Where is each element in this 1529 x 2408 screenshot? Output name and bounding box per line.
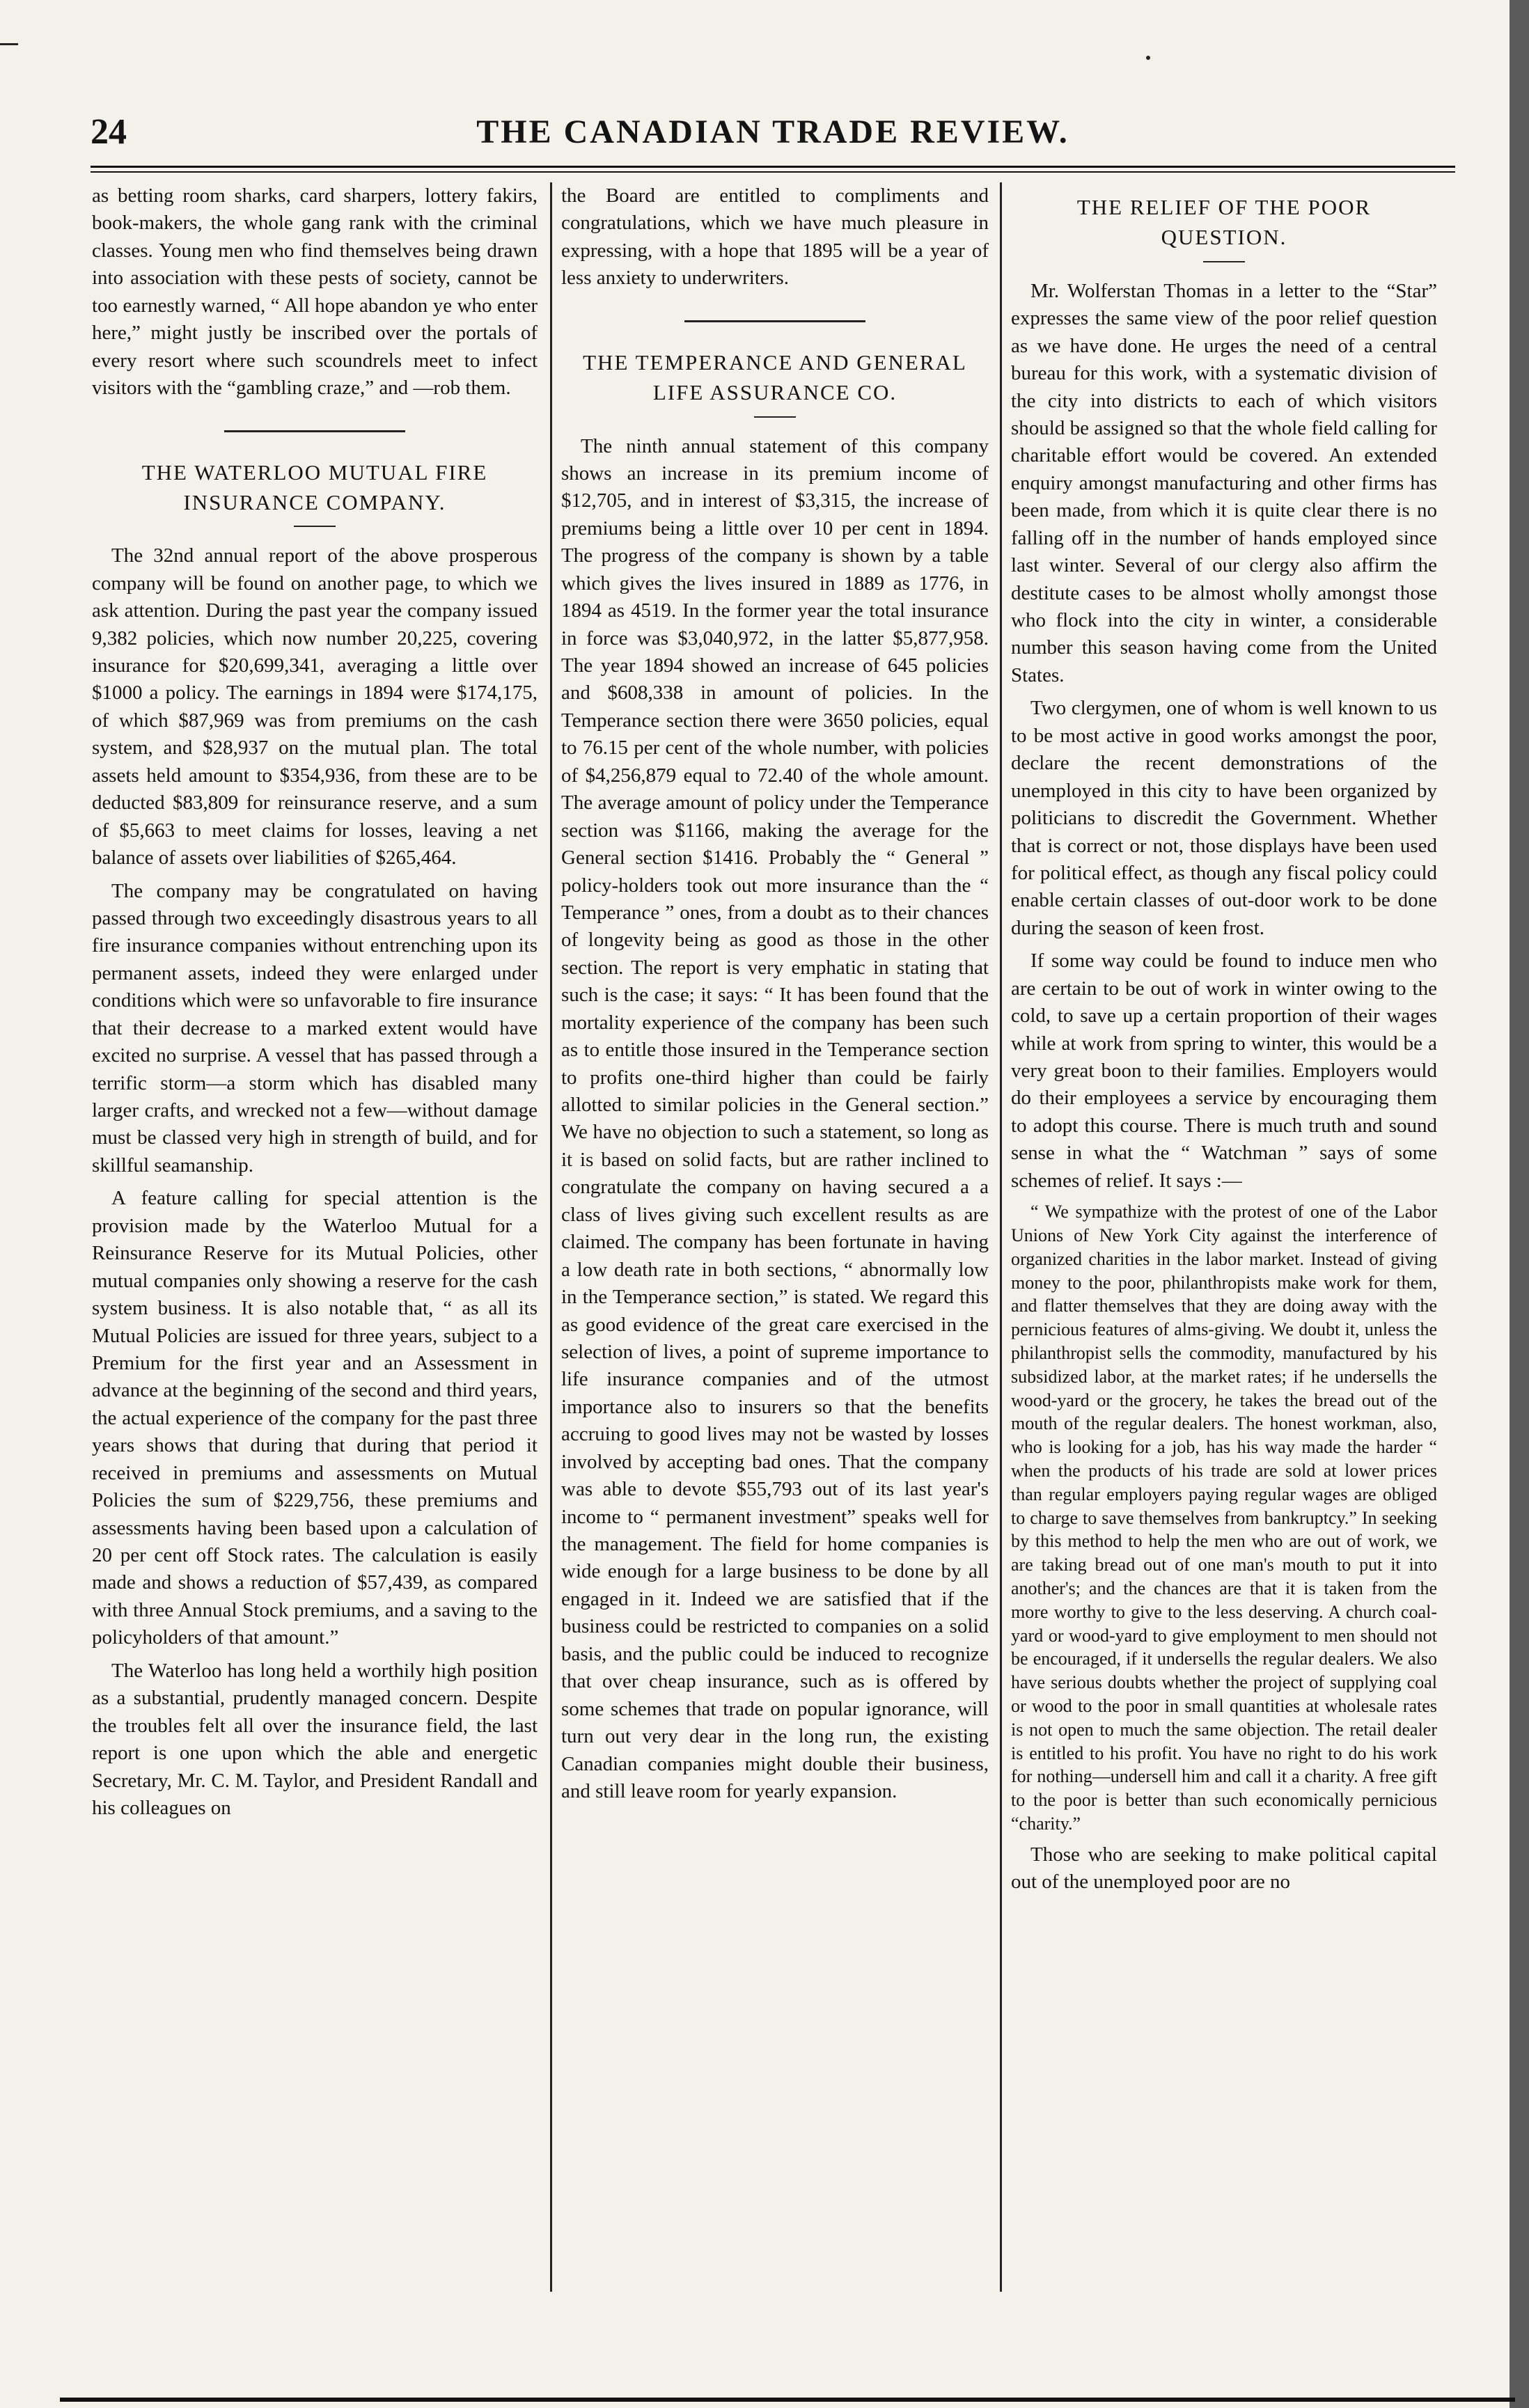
page-number: 24 <box>91 112 127 152</box>
edge-mark <box>0 43 18 45</box>
column-2 <box>561 182 989 2361</box>
paragraph: The company may be congratulated on having passed through two exceedingly disastrous years to all fire insurance companies without entrenching upon its permanent assets, indeed they were enlarged under conditions which were so unfavorable to fire insurance that their decrease to a marked extent would have excited no surprise. A vessel that has passed through a terrific storm—a storm which has disabled many larger crafts, and wrecked not a few—without damage must be classed very high in strength of build, and for skillful seamanship. <box>92 879 538 1177</box>
paragraph: Mr. Wolferstan Thomas in a letter to the “Star” expresses the same view of the poor relief question as we have done. He urges the need of a central bureau for this work, with a systematic division of the city into districts to each of which visitors should be assigned so that the whole field calling for charitable effort would be covered. An extended enquiry amongst manufacturing and other firms has been made, from which it is quite clear there is no falling off in the number of hands employed since last winter. Several of our clergy also affirm the destitute cases to be almost wholly amongst those who flock into the city in winter, a considerable number this season having come from the United States. <box>1011 279 1437 686</box>
block-quote: “ We sympathize with the protest of one of the Labor Unions of New York City against the interference of organized charities in the labor market. Instead of giving money to the poor, philanthropists make work for them, and flatter themselves that they are doing away with the pernicious features of alms-giving. We doubt it, unless the philanthropist sells the commodity, manufactured by his subsidized labor, at the market rates; if he undersells the wood-yard or the grocery, he takes the bread out of the mouth of the regular dealers. The honest workman, also, who is looking for a job, has his way made the harder “ when the products of his trade are sold at lower prices than regular employers paying regular wages are obliged to charge to save themselves from bankruptcy.” In seeking by this method to help the men who are out of work, we are taking bread out of one man's mouth to put it into another's; and the chances are that it is taken from the more worthy to give to the less deserving. A church coal-yard or wood-yard to give employment to men should not be encouraged, if it undersells the regular dealers. We also have serious doubts whether the project of supplying coal or wood to the poor in small quantities at wholesale rates is not open to much the same objection. The retail dealer is entitled to his profit. You have no right to do his work for nothing—undersell him and call it a charity. A free gift to the poor is better than such economically pernicious “charity.” <box>1011 1202 1437 1834</box>
article-heading: THE WATERLOO MUTUAL FIRE INSURANCE COMPANY. <box>141 459 488 514</box>
article-heading: THE TEMPERANCE AND GENERAL LIFE ASSURANCE CO. <box>583 349 967 405</box>
heading-dash <box>294 526 336 527</box>
column-3 <box>1011 182 1437 2361</box>
paragraph: Those who are seeking to make political capital out of the unemployed poor are no <box>1011 1843 1437 1894</box>
page-title: THE CANADIAN TRADE REVIEW. <box>476 113 1069 150</box>
bottom-rule <box>60 2398 1515 2402</box>
column-divider <box>550 182 552 2292</box>
header-rule-secondary <box>91 171 1455 173</box>
paragraph: Two clergymen, one of whom is well known to us to be most active in good works amongst the poor, declare the recent demonstrations of the unemployed in this city to have been organized by politicians to discredit the Government. Whether that is correct or not, those displays have been used for political effect, as though any fiscal policy could enable certain classes of out-door work to be done during the season of keen frost. <box>1011 697 1437 939</box>
paragraph: The 32nd annual report of the above prosperous company will be found on another page, to which we ask attention. During the past year the company issued 9,382 policies, which now number 20,225, covering insurance for $20,699,341, averaging a little over $1000 a policy. The earnings in 1894 were $174,175, of which $87,969 was from premiums on the cash system, and $28,937 on the mutual plan. The total assets held amount to $354,936, from these are to be deducted $83,809 for reinsurance reserve, and a sum of $5,663 to meet claims for losses, leaving a net balance of assets over liabilities of $265,464. <box>92 544 538 869</box>
heading-dash <box>754 416 796 418</box>
article-heading: THE RELIEF OF THE POOR QUESTION. <box>1076 195 1372 250</box>
paragraph: If some way could be found to induce men who are certain to be out of work in winter owing to the cold, to save up a certain proportion of their wages while at work from spring to winter, this would be a very great boon to their families. Employers would do their employees a service by encouraging them to adopt this course. There is much truth and sound sense in what the “ Watchman ” says of some schemes of relief. It says :— <box>1011 950 1437 1192</box>
ink-spot <box>1146 56 1150 60</box>
column-divider <box>1000 182 1002 2292</box>
header-rule <box>91 166 1455 168</box>
paragraph: as betting room sharks, card sharpers, lottery fakirs, book-makers, the whole gang rank with the criminal classes. Young men who find themselves being drawn into association with these pests of society, cannot be too earnestly warned, “ All hope abandon ye who enter here,” might justly be inscribed over the portals of every resort where such scoundrels meet to infect visitors with the “gambling craze,” and —rob them. <box>92 184 538 400</box>
paragraph: the Board are entitled to compliments and congratulations, which we have much pleasure in expressing, with a hope that 1895 will be a year of less anxiety to underwriters. <box>561 184 989 290</box>
paragraph: A feature calling for special attention is the provision made by the Waterloo Mutual for a Reinsurance Reserve for its Mutual Policies, other mutual companies only showing a reserve for the cash system business. It is also notable that, “ as all its Mutual Policies are issued for three years, subject to a Premium for the first year and an Assessment in advance at the beginning of the second and third years, the actual experience of the company for the past three years shows that during that during that period it received in premiums and assessments on Mutual Policies the sum of $229,756, these premiums and assessments having been based upon a calculation of 20 per cent off Stock rates. The calculation is easily made and shows a reduction of $57,439, as compared with three Annual Stock premiums, and a saving to the policyholders of that amount.” <box>92 1187 538 1649</box>
section-separator <box>684 320 865 322</box>
page-edge-shadow <box>1510 0 1529 2408</box>
page-header <box>91 111 1455 160</box>
column-1 <box>92 182 538 2361</box>
heading-dash <box>1203 261 1245 262</box>
section-separator <box>224 430 405 432</box>
paragraph: The Waterloo has long held a worthily high position as a substantial, prudently managed concern. Despite the troubles felt all over the insurance field, the last report is one upon which the able and energetic Secretary, Mr. C. M. Taylor, and President Randall and his colleagues on <box>92 1659 538 1819</box>
paragraph: The ninth annual statement of this company shows an increase in its premium income of $12,705, and in interest of $3,315, the increase of premiums being a little over 10 per cent in 1894. The progress of the company is shown by a table which gives the lives insured in 1889 as 1776, in 1894 as 4519. In the former year the total insurance in force was $3,040,972, in the latter $5,877,958. The year 1894 showed an increase of 645 policies and $608,338 in amount of policies. In the Temperance section there were 3650 policies, equal to 76.15 per cent of the whole number, with policies of $4,256,879 equal to 72.40 of the whole amount. The average amount of policy under the Temperance section was $1166, making the average for the General section $1416. Probably the “ General ” policy-holders took out more insurance than the “ Temperance ” ones, from a doubt as to their chances of longevity being as good as those in the other section. The report is very emphatic in stating that such is the case; it says: “ It has been found that the mortality experience of the company has been such as to entitle those insured in the Temperance section to profits one-third higher than could be fairly allotted to similar policies in the General section.” We have no objection to such a statement, so long as it is based on solid facts, but are rather inclined to congratulate the company on having secured a a class of lives giving such excellent results as are claimed. The company has been fortunate in having a low death rate in both sections, “ abnormally low in the Temperance section,” is stated. We regard this as good evidence of the great care exercised in the selection of lives, a point of supreme importance to life insurance companies and of the utmost importance also to insurers so that the benefits accruing to good lives may not be wasted by losses involved by accepting bad ones. That the company was able to devote $55,793 out of its last year's income to “ permanent investment” speaks well for the management. The field for home companies is wide enough for a large business to be done by all engaged in it. Indeed we are satisfied that if the business could be restricted to companies on a solid basis, and the public could be induced to recognize that over cheap insurance, such as is offered by some schemes that trade on popular ignorance, will turn out very dear in the long run, the existing Canadian companies might double their business, and still leave room for yearly expansion. <box>561 434 989 1802</box>
